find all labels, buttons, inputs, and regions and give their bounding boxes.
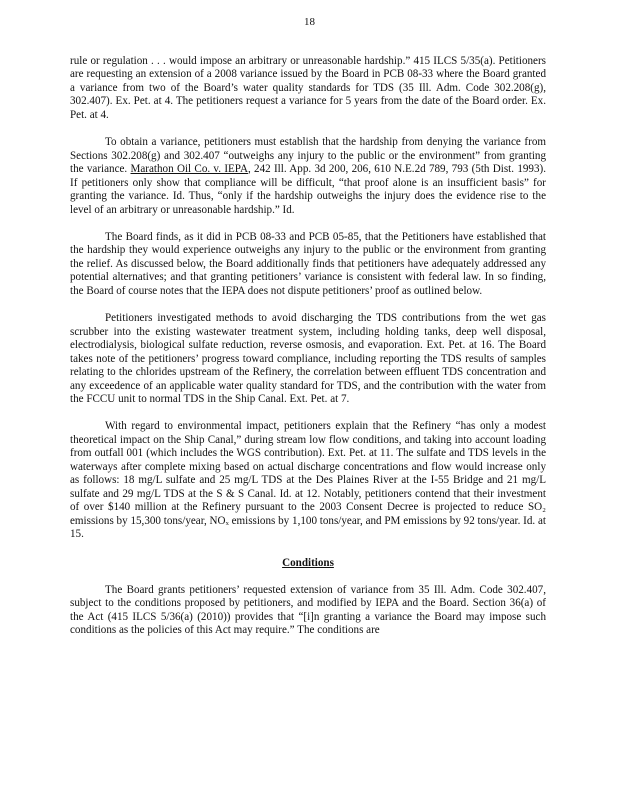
case-citation: Marathon Oil Co. v. IEPA [130,163,248,176]
paragraph-alternatives: Petitioners investigated methods to avoid discharging the TDS contributions from the wet gas scrubber into the existing wastewater treatment system, including holding tanks, deep well disposal, electrodialysis, biological sulfate reduction, reverse osmosis, and evaporation. Ext. Pet. at 16. The Board takes note of the petitioners’ progress toward compliance, including reporting the TDS results of samples relating to the chlorides upstream of the Refinery, the correlation between effluent TDS concentration and any exceedence of an applicable water quality standard for TDS, and the contribution with the water from the FCCU unit to normal TDS in the Ship Canal. Ext. Pet. at 7. [70,312,546,405]
paragraph-statutory-standard: rule or regulation . . . would impose an arbitrary or unreasonable hardship.” 415 ILCS 5/35(a). Petitioners are requesting an extension of a 2008 variance issued by the Board in PCB 08-33 where the Board granted a variance from two of the Board’s water quality standards for TDS (35 Ill. Adm. Code 302.208(g), 302.407). Ex. Pet. at 4. The petitioners request a variance for 5 years from the date of the Board order. Ex. Pet. at 4. [70,55,546,121]
paragraph-text-after-case: , 242 Ill. App. 3d 200, 206, 610 N.E.2d 789, 793 (5th Dist. 1993). If petitioners only show that compliance will be difficult, “that proof alone is an insufficient basis” for granting the variance. Id. Thus, “only if the hardship outweighs the injury does the evidence rise to the level of an arbitrary or unreasonable hardship.” Id. [70,163,546,216]
page-number: 18 [304,16,315,28]
paragraph-environmental-impact: With regard to environmental impact, petitioners explain that the Refinery “has only a modest theoretical impact on the Ship Canal,” during stream low flow conditions, and taking into account loading from outfall 001 (which includes the WGS contribution). Ext. Pet. at 11. The sulfate and TDS levels in the waterways after complete mixing based on actual discharge concentrations and flow would increase only as follows: 18 mg/L sulfate and 25 mg/L TDS at the Des Plaines River at the I-55 Bridge and 21 mg/L sulfate and 29 mg/L TDS at the S & S Canal. Id. at 12. Notably, petitioners contend that their investment of over $140 million at the Refinery pursuant to the 2003 Consent Decree is projected to reduce SO₂ emissions by 15,300 tons/year, NOₓ emissions by 1,100 tons/year, and PM emissions by 92 tons/year. Id. at 15. [70,420,546,541]
paragraph-variance-standard [70,136,546,217]
paragraph-conditions: The Board grants petitioners’ requested extension of variance from 35 Ill. Adm. Code 302.407, subject to the conditions proposed by petitioners, and modified by IEPA and the Board. Section 36(a) of the Act (415 ILCS 5/36(a) (2010)) provides that “[i]n granting a variance the Board may impose such conditions as the policies of this Act may require.” The conditions are [70,583,546,637]
paragraph-text-before-case: To obtain a variance, petitioners must establish that the hardship from denying the variance from Sections 302.208(g) and 302.407 “outweighs any injury to the public or the environment” from granting the variance. [70,136,546,176]
paragraph-board-finding: The Board finds, as it did in PCB 08-33 and PCB 05-85, that the Petitioners have established that the hardship they would experience outweighs any injury to the public or the environment from granting the relief. As discussed below, the Board additionally finds that petitioners have adequately addressed any potential alternatives; and that granting petitioners’ variance is consistent with federal law. In so finding, the Board of course notes that the IEPA does not dispute petitioners’ proof as outlined below. [70,230,546,297]
document-body [70,55,546,638]
section-heading-conditions: Conditions [282,556,334,569]
